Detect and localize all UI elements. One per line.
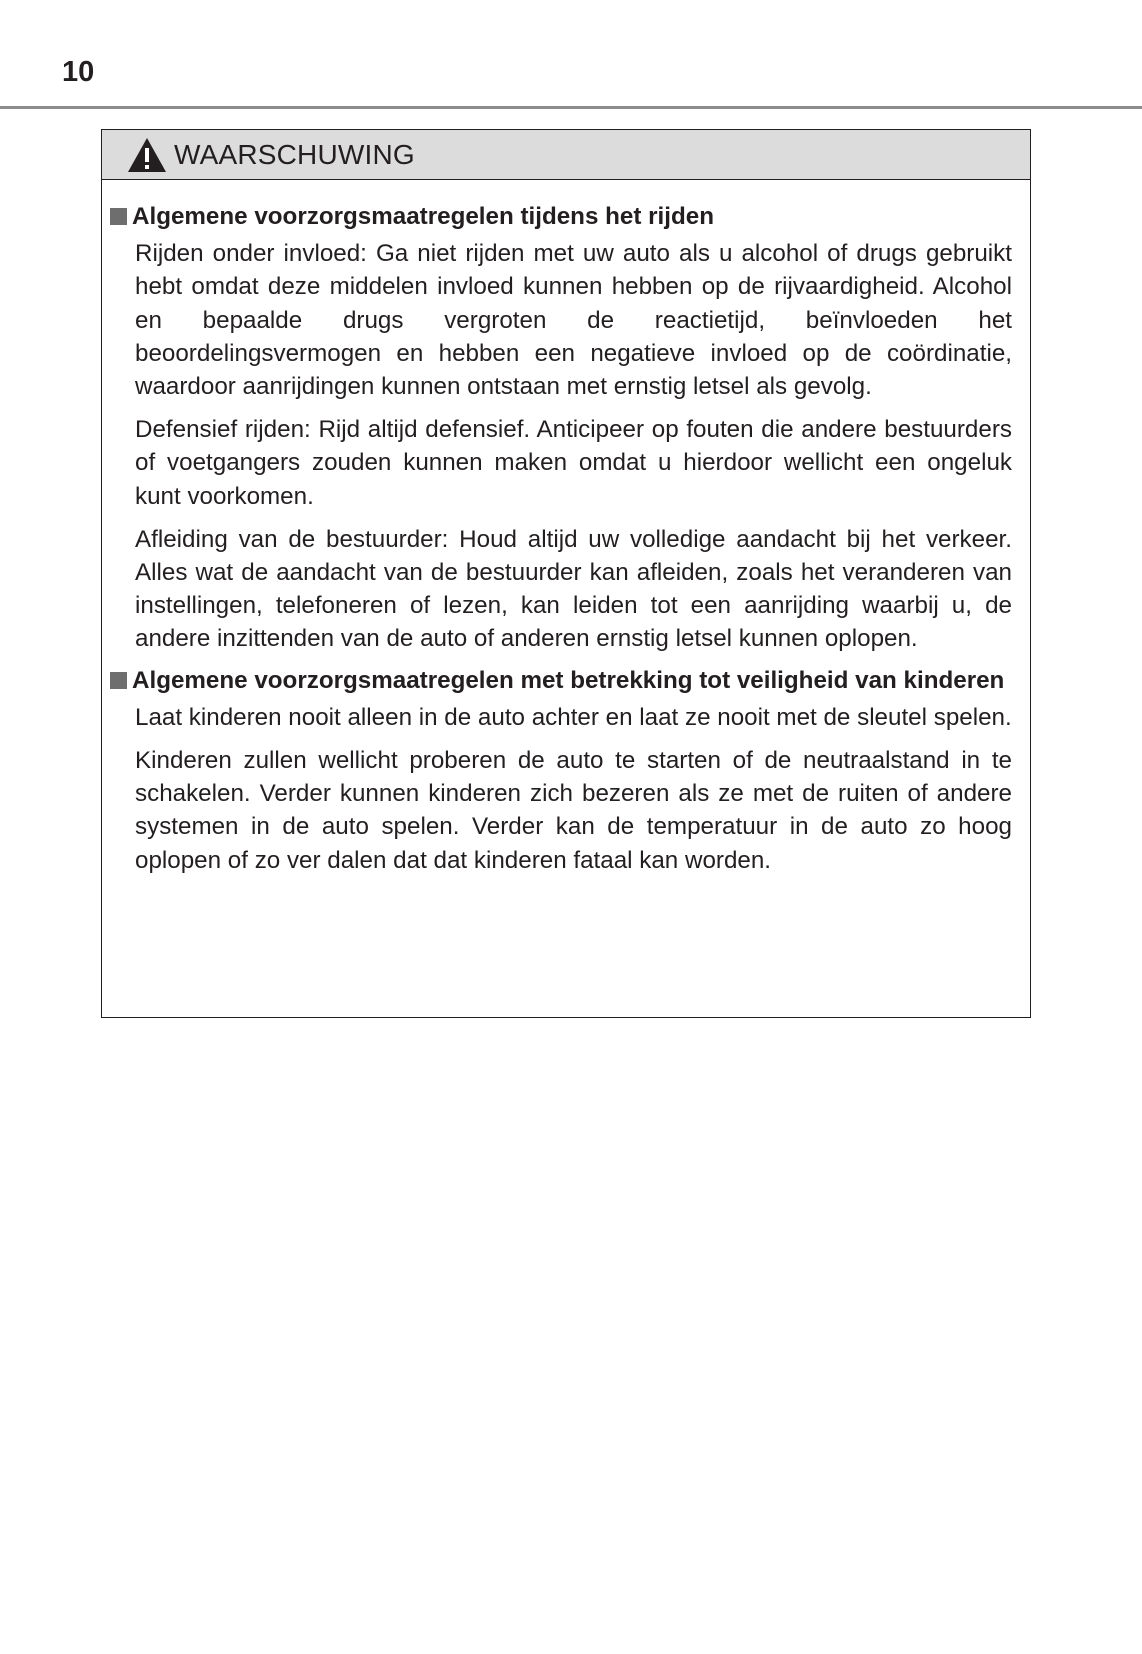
- warning-content: [102, 180, 1030, 877]
- paragraph: Laat kinderen nooit alleen in de auto achter en laat ze nooit met de sleutel spelen.: [135, 703, 1012, 731]
- section-heading-text: Algemene voorzorgsmaatregelen met betrekking tot veiligheid van kinderen: [132, 666, 1005, 694]
- warning-triangle-icon: [126, 136, 168, 174]
- warning-box: [101, 129, 1031, 1018]
- section-heading-text: Algemene voorzorgsmaatregelen tijdens het rijden: [132, 203, 714, 230]
- page-number: 10: [62, 56, 95, 88]
- paragraph: Kinderen zullen wellicht proberen de auto te starten of de neutraalstand in te schakelen. Verder kunnen kinderen zich bezeren als ze met de ruiten of andere systemen in de auto spelen. Verder kan de temperatuur in de auto zo hoog oplopen of zo ver dalen dat dat kinderen fataal kan worden.: [135, 747, 1012, 874]
- warning-title: WAARSCHUWING: [174, 138, 415, 170]
- square-bullet-icon: [110, 672, 127, 689]
- paragraph: Afleiding van de bestuurder: Houd altijd uw volledige aandacht bij het verkeer. Alles wat de aandacht van de bestuurder kan afleiden, zoals het veranderen van instellingen, telefoneren of lezen, kan leiden tot een aanrijding waarbij u, de andere inzittenden van de auto of anderen ernstig letsel kunnen oplopen.: [135, 525, 1012, 653]
- warning-header: [102, 130, 1030, 180]
- paragraph: Defensief rijden: Rijd altijd defensief. Anticipeer op fouten die andere bestuurders of voetgangers zouden kunnen maken omdat u hierdoor wellicht een ongeluk kunt voorkomen.: [135, 416, 1012, 510]
- section-heading: [110, 664, 1012, 697]
- header-rule: [0, 106, 1142, 109]
- paragraph: Rijden onder invloed: Ga niet rijden met uw auto als u alcohol of drugs gebruikt hebt omdat deze middelen invloed kunnen hebben op de rijvaardigheid. Alcohol en bepaalde drugs vergroten de reactietijd, beïnvloeden het beoordelingsvermogen en hebben een negatieve invloed op de coördinatie, waardoor aanrijdingen kunnen ontstaan met ernstig letsel als gevolg.: [135, 240, 1012, 401]
- section-heading: [110, 200, 1012, 233]
- square-bullet-icon: [110, 208, 127, 225]
